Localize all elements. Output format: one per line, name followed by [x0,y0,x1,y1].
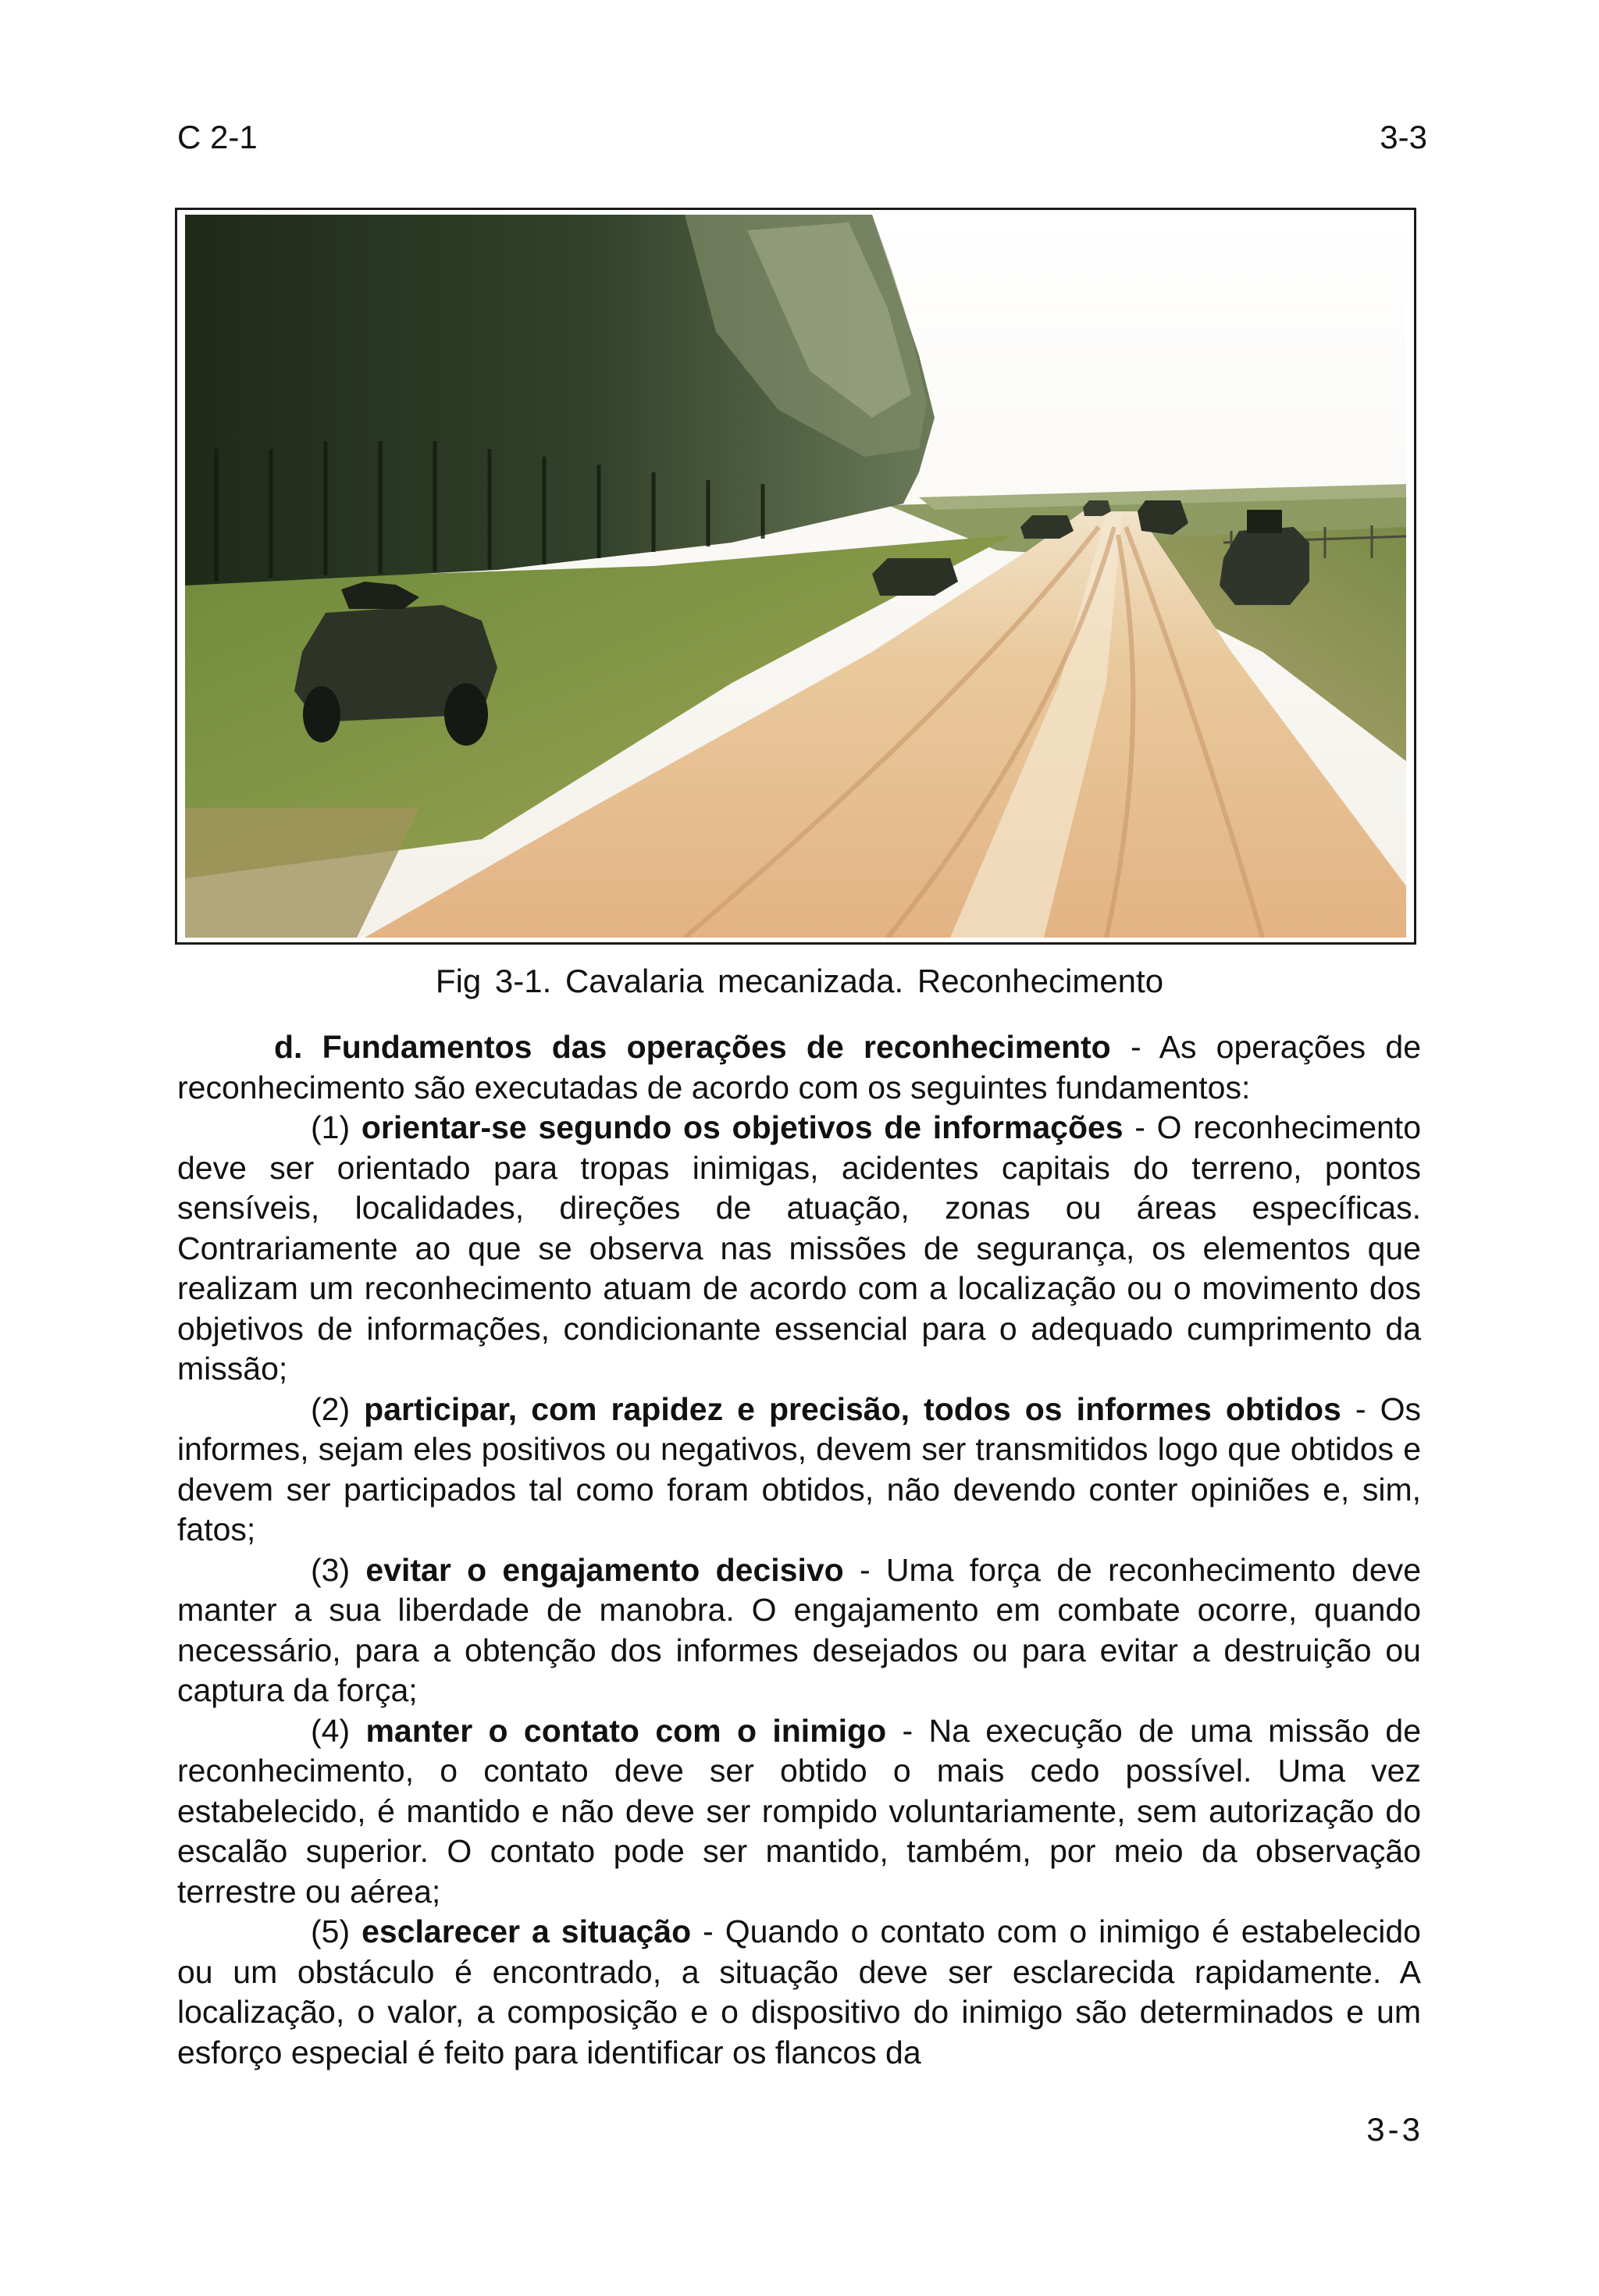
item-1-title: orientar-se segundo os objetivos de informações [361,1109,1124,1145]
header-page-number: 3-3 [1380,119,1427,155]
header-manual-code: C 2-1 [177,119,258,155]
item-3-number: (3) [311,1551,366,1588]
paragraph-d-text: - As operações de reconhecimento são executadas de acordo com os seguintes fundamentos: [177,1029,1421,1105]
item-3 [177,1550,1421,1711]
item-4-text: - Na execução de uma missão de reconhecimento, o contato deve ser obtido o mais cedo possível. Uma vez estabelecido, é mantido e não deve ser rompido voluntariamente, sem autorização do escalão superior. O contato pode ser mantido, também, por meio da observação terrestre ou aérea; [177,1712,1422,1910]
paragraph-d-title: d. Fundamentos das operações de reconhecimento [274,1029,1111,1065]
item-2 [177,1390,1421,1550]
item-4-number: (4) [311,1712,366,1749]
item-4-title: manter o contato com o inimigo [365,1712,887,1749]
body-text [177,1027,1421,2073]
item-3-title: evitar o engajamento decisivo [365,1551,844,1588]
item-5 [177,1912,1421,2073]
figure-photo-frame [175,208,1416,945]
footer-page-number: 3-3 [1366,2111,1423,2148]
paragraph-d [177,1027,1421,1108]
item-2-number: (2) [311,1390,365,1427]
item-3-text: - Uma força de reconhecimento deve manter a sua liberdade de manobra. O engajamento em combate ocorre, quando necessário, para a obtenção dos informes desejados ou para evitar a destruição ou captura da força; [177,1551,1422,1708]
item-1-number: (1) [311,1109,361,1145]
item-1-text: - O reconhecimento deve ser orientado para tropas inimigas, acidentes capitais do terreno, pontos sensíveis, localidades, direções de atuação, zonas ou áreas específicas. Contrariamente ao que se observa nas missões de segurança, os elementos que realizam um reconhecimento atuam de acordo com a localização ou o movimento dos objetivos de informações, condicionante essencial para o adequado cumprimento da missão; [177,1109,1421,1386]
item-2-title: participar, com rapidez e precisão, todos os informes obtidos [364,1390,1341,1427]
item-2-text: - Os informes, sejam eles positivos ou negativos, devem ser transmitidos logo que obtidos e devem ser participados tal como foram obtidos, não devendo conter opiniões e, sim, fatos; [177,1390,1422,1547]
photo-mechanized-cavalry-on-dirt-road [185,215,1406,938]
item-5-title: esclarecer a situação [361,1913,692,1949]
item-1 [177,1108,1421,1390]
item-4 [177,1711,1421,1913]
item-5-number: (5) [311,1913,362,1949]
figure-caption: Fig 3-1. Cavalaria mecanizada. Reconhecimento [435,963,1164,999]
item-5-text: - Quando o contato com o inimigo é estabelecido ou um obstáculo é encontrado, a situação deve ser esclarecida rapidamente. A localização, o valor, a composição e o dispositivo do inimigo são determinados e um esforço especial é feito para identificar os flancos da [177,1913,1421,2070]
